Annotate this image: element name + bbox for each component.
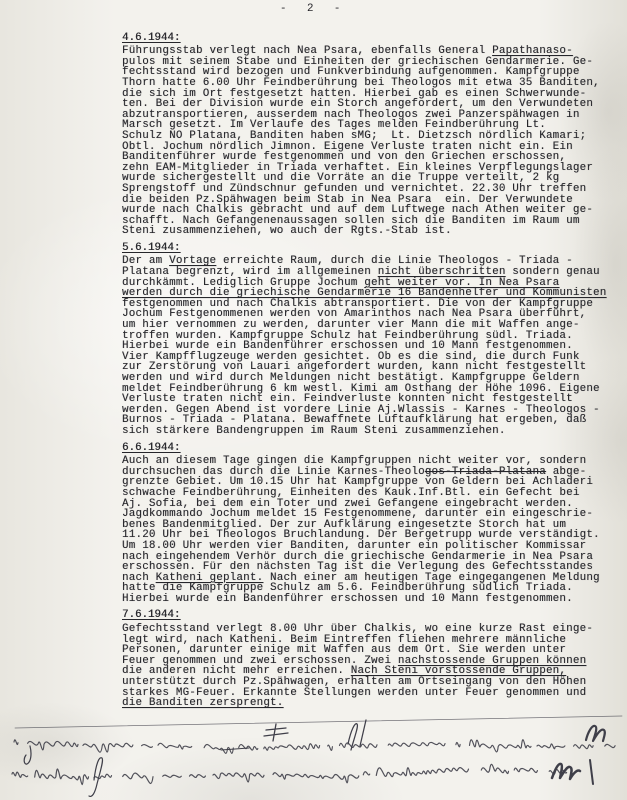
typed-content: [122, 4, 618, 709]
handwritten-note: [0, 700, 627, 800]
entry-text: Der am Vortage erreichte Raum, durch die Linie Theologos - Triada - Platana begrenzt, wird im allgemeinen nicht überschritten sondern genau durchkämmt. Lediglich Gruppe Jochum geht weiter vor. In Nea Psara werden durch die griechische Gendarmerie 16 Bandenhelfer und Kommunisten festgenommen und nach Chalkis abtransportiert. Die von der Kampfgruppe Jochum Festgenommenen werden von Amarinthos nach Nea Psara überführt, um hier vernommen zu werden, darunter vier Mann die mit Waffen ange- troffen wurden. Kampfgruppe Schulz hat Feindberührung südl. Triada. Hierbei wurde ein Bandenführer erschossen und 10 Mann festgenommen. Vier Kampfflugzeuge werden gesichtet. Ob es die sind, die durch Funk zur Zerstörung von Lauari angefordert wurden, kann nicht festgestellt werden und wird durch Meldungen nicht bestätigt. Kampfgruppe Geldern meldet Feindberührung 6 km westl. Kimi am Osthang der Höhe 1096. Eigene Verluste traten nicht ein. Feindverluste konnten nicht festgestellt werden. Gegen Abend ist vordere Linie Aj.Wlassis - Karnes - Theologos - Burnos - Triada - Platana. Bewaffnete Luftaufklärung hat ergeben, daß sich stärkere Bandengruppen im Raum Steni zusammenziehen.: [122, 255, 607, 437]
entry-text: Auch an diesem Tage gingen die Kampfgruppen nicht weiter vor, sondern durchsuchen das durch die Linie Karnes-Theologos-Triada-Platana abge- grenzte Gebiet. Um 10.15 Uhr hat Kampfgruppe von Geldern bei Achladeri schwache Feindberührung, Einheiten des Kauk.Inf.Btl. ein Gefecht bei Aj. Sofia, bei dem ein Toter und zwei Gefangene eingebracht werden. Jagdkommando Jochum meldet 15 Festgenommene, darunter ein eingeschrie- benes Bandenmitglied. Der zur Aufklärung eingesetzte Storch hat um 11.20 Uhr bei Theologos Bruchlandung. Der Bergetrupp wurde verständigt. Um 18.00 Uhr werden vier Banditen, darunter ein politischer Kommissar nach eingehendem Verhör durch die griechische Gendarmerie in Nea Psara erschossen. Für den nächsten Tag ist die Verlegung des Gefechtsstandes nach Katheni geplant. Nach einer am heutigen Tage eingegangenen Meldung hatte die Kampfgruppe Schulz am 5.6. Feindberührung südlich Triada. Hierbei wurde ein Bandenführer erschossen und 10 Mann festgenommen.: [122, 455, 600, 605]
diary-entry: [122, 243, 618, 437]
entry-date-heading: 5.6.1944:: [122, 241, 181, 254]
diary-entry: [122, 443, 618, 605]
entry-date-heading: 4.6.1944:: [122, 31, 181, 44]
entry-text: Gefechtsstand verlegt 8.00 Uhr über Chalkis, wo eine kurze Rast einge- legt wird, nach Katheni. Beim Eintreffen fliehen mehrere männliche Personen, darunter einige mit Waffen aus dem Ort. Sie werden unter Feuer genommen und zwei erschossen. Zwei nachstossende Gruppen können die anderen nicht mehr erreichen. Nach Steni vorstossende Gruppen, unterstützt durch Pz.Spähwagen, erhalten am Ortseingang von den Höhen starkes MG-Feuer. Erkannte Stellungen werden unter Feuer genommen und die Banditen zersprengt.: [122, 623, 594, 710]
entry-date-heading: 6.6.1944:: [122, 441, 181, 454]
diary-entry: [122, 610, 618, 708]
entry-date-heading: 7.6.1944:: [122, 609, 181, 622]
entry-text: Führungsstab verlegt nach Nea Psara, ebenfalls General Papathanaso- pulos mit seinem Stabe und Einheiten der griechischen Gendarmerie. Ge- fechtsstand wird bezogen und Funkverbindung aufgenommen. Kampfgruppe Thorn hatte 6.00 Uhr Feindberührung bei Theologos mit etwa 35 Banditen, die sich im Ort festgesetzt hatten. Hierbei gab es einen Schwerwunde- ten. Bei der Division wurde ein Storch angefordert, um den Verwundeten abzutransportieren, ausserdem nach Theologos zwei Panzerspähwagen in Marsch gesetzt. Im Verlaufe des Tages melden Feindberührung Lt. Schulz NO Platana, Banditen haben sMG; Lt. Dietzsch nördlich Kamari; Obtl. Jochum nördlich Jimnon. Eigene Verluste traten nicht ein. Ein Banditenführer wurde festgenommen und von den Griechen erschossen, zehn EAM-Mitglieder in Triada verhaftet. Ein kleines Verpflegungslager wurde sichergestellt und die Vorräte an die Truppe verteilt, 2 kg Sprengstoff und Zündschnur gefunden und vernichtet. 22.30 Uhr treffen die beiden Pz.Spähwagen beim Stab in Nea Psara ein. Der Verwundete wurde nach Chalkis gebracht und auf dem Luftwege nach Athen weiter ge- schafft. Nach Gefangenenaussagen sollen sich die Banditen im Raum um Steni zusammenziehen, wo auch der Rgts.-Stab ist.: [122, 45, 600, 238]
page-number: - 2 -: [280, 3, 348, 15]
diary-entry: [122, 33, 618, 237]
